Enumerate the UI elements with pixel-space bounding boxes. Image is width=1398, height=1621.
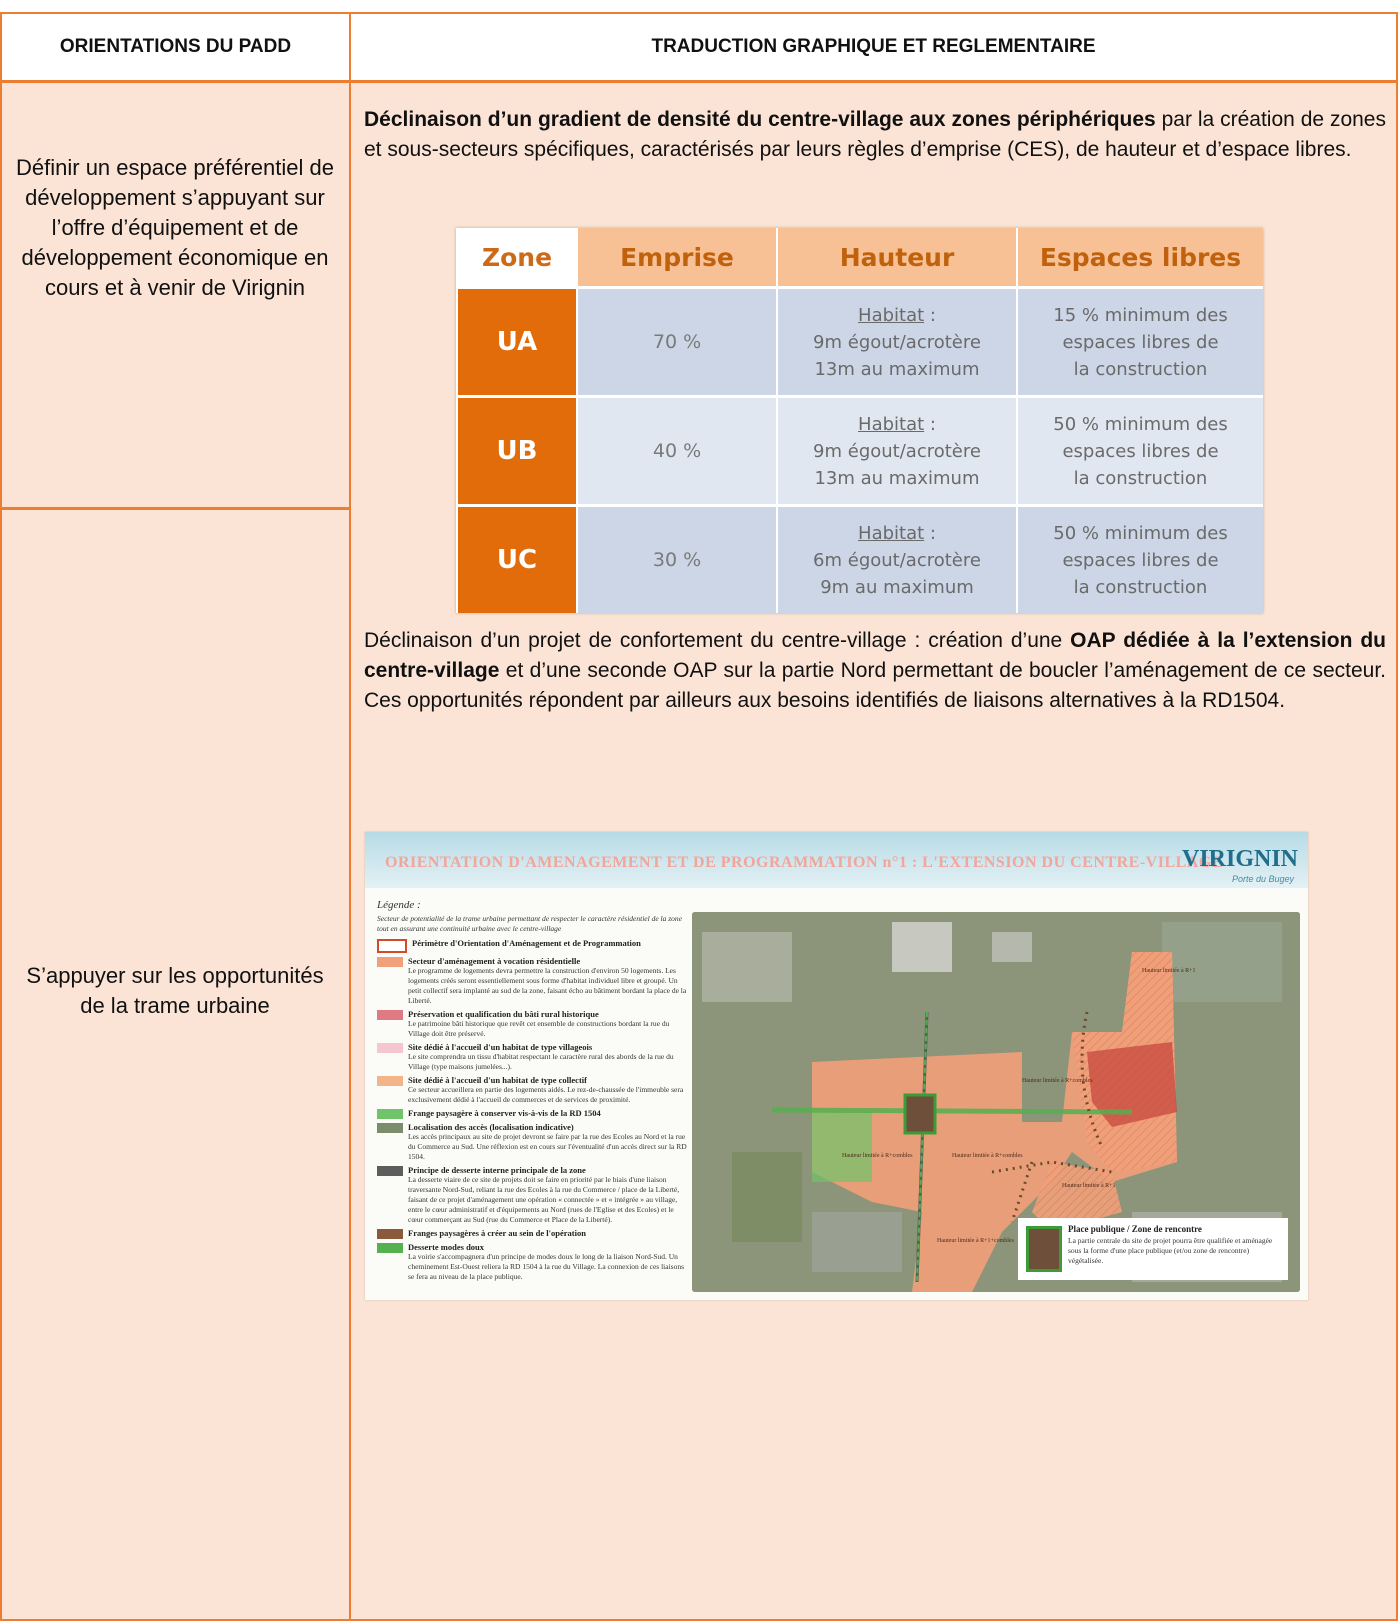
zone-cell: UB xyxy=(457,397,577,506)
legend-item-title: Périmètre d'Orientation d'Aménagement et de Programmation xyxy=(412,938,641,948)
legend-swatch xyxy=(377,1229,403,1239)
legend-item-title: Préservation et qualification du bâti rural historique xyxy=(408,1009,599,1019)
paragraph-density-gradient xyxy=(364,105,1386,165)
oap-aerial-map xyxy=(692,912,1300,1292)
legend-item xyxy=(377,938,689,953)
legend-item-text: Le site comprendra un tissu d'habitat respectant le caractère rural des abords de la rue du Village (type maisons jumelées...). xyxy=(408,1052,674,1071)
libres-line-2: espaces libres de xyxy=(1062,549,1219,571)
legend-item xyxy=(377,956,689,1006)
legend-items xyxy=(377,938,689,1282)
hauteur-cell: Habitat : 6m égout/acrotère 9m au maximum xyxy=(777,506,1017,614)
legend-text xyxy=(408,1075,689,1105)
place-publique-text: La partie centrale du site de projet pourra être qualifiée et aménagée sous la forme d'une place publique (et/ou zone de rencontre) végétalisée. xyxy=(1068,1236,1273,1265)
legend-item xyxy=(377,1042,689,1072)
legend-item-text: Le programme de logements devra permettre la construction d'environ 50 logements. Les logements créés seront essentiellement sous forme d'habitat individuel libre et groupé. Un petit collectif sera implanté au sud de la zone, faisant écho au bâtiment bordant la place de la Liberté. xyxy=(408,966,687,1005)
paragraph-oap-bold: OAP dédiée à la l’extension du centre-village xyxy=(364,629,1386,682)
espaces-libres-cell xyxy=(1017,288,1263,397)
legend-item-text: Le patrimoine bâti historique que revêt cet ensemble de constructions bordant la rue du Village doit être préservé. xyxy=(408,1019,670,1038)
zone-cell: UA xyxy=(457,288,577,397)
column-separator xyxy=(349,12,351,1621)
paragraph-oap-text-1: Déclinaison d’un projet de confortement du centre-village : création d’une xyxy=(364,629,1071,652)
libres-line-3: la construction xyxy=(1073,358,1208,380)
column-header-emprise: Emprise xyxy=(577,228,777,288)
legend-item-title: Franges paysagères à créer au sein de l'opération xyxy=(408,1228,586,1238)
left-row-separator xyxy=(0,507,350,510)
legend-text xyxy=(408,1042,689,1072)
table-row xyxy=(457,288,1263,397)
hauteur-max: 13m au maximum xyxy=(814,467,980,489)
legend-swatch xyxy=(377,1109,403,1119)
legend-intro: Secteur de potentialité de la trame urbaine permettant de respecter le caractère résidentiel de la zone tout en assurant une continuité urbaine avec le centre-village xyxy=(377,914,682,933)
legend-item xyxy=(377,1108,689,1119)
paragraph-oap-text-2: et d’une seconde OAP sur la partie Nord permettant de boucler l’aménagement de ce secteur. Ces opportunités répondent par ailleurs aux besoins identifiés de liaisons alternatives à la RD1504. xyxy=(364,659,1386,712)
hauteur-egout: 9m égout/acrotère xyxy=(813,440,981,462)
legend-swatch xyxy=(377,1166,403,1176)
header-traduction: TRADUCTION GRAPHIQUE ET REGLEMENTAIRE xyxy=(651,36,1096,57)
emprise-cell: 70 % xyxy=(577,288,777,397)
legend-item xyxy=(377,1242,689,1282)
column-header-zone: Zone xyxy=(457,228,577,288)
legend-swatch xyxy=(377,939,407,953)
legend-text xyxy=(408,1122,689,1162)
place-publique-swatch xyxy=(1026,1226,1062,1272)
padd-orientation-1: Définir un espace préférentiel de développement s’appuyant sur l’offre d’équipement et de développement économique en cours et à venir de Virignin xyxy=(16,155,334,300)
virignin-logo-subtitle: Porte du Bugey xyxy=(1231,874,1294,884)
map-label-south: Hauteur limitée à R+1+combles xyxy=(937,1238,1014,1244)
espaces-libres-cell xyxy=(1017,397,1263,506)
density-rules-table xyxy=(456,228,1263,613)
paragraph-oap xyxy=(364,626,1386,716)
libres-line-2: espaces libres de xyxy=(1062,331,1219,353)
place-publique-title: Place publique / Zone de rencontre xyxy=(1068,1224,1202,1234)
legend-swatch xyxy=(377,1043,403,1053)
legend-item-title: Desserte modes doux xyxy=(408,1242,485,1252)
map-label-west: Hauteur limitée à R+combles xyxy=(842,1153,913,1159)
map-label-north-east: Hauteur limitée à R+1 xyxy=(1142,968,1196,974)
oap-map-figure xyxy=(365,832,1308,1300)
legend-item-title: Principe de desserte interne principale de la zone xyxy=(408,1165,586,1175)
zone-cell: UC xyxy=(457,506,577,614)
emprise-cell: 30 % xyxy=(577,506,777,614)
legend-text xyxy=(408,1165,689,1225)
libres-line-1: 50 % minimum des xyxy=(1053,413,1228,435)
legend-swatch xyxy=(377,1076,403,1086)
legend-item-text: Ce secteur accueillera en partie des logements aidés. Le rez-de-chaussée de l'immeuble sera exclusivement dédié à l'accueil de commerces et de services de proximité. xyxy=(408,1085,684,1104)
legend-text xyxy=(408,1108,601,1118)
espaces-libres-cell xyxy=(1017,506,1263,614)
hauteur-max: 13m au maximum xyxy=(814,358,980,380)
legend-text xyxy=(408,956,689,1006)
legend-item-text: Les accès principaux au site de projet devront se faire par la rue des Ecoles au Nord et la rue du Commerce au Sud. Une réflexion est en cours sur l'éventualité d'un accès direct sur la RD 1504. xyxy=(408,1132,687,1161)
hauteur-egout: 9m égout/acrotère xyxy=(813,331,981,353)
legend-item-text: La voirie s'accompagnera d'un principe de modes doux le long de la liaison Nord-Sud. Un cheminement Est-Ouest reliera la RD 1504 à la rue du Village. La connexion de ces liaisons se fera au niveau de la place publique. xyxy=(408,1252,684,1281)
legend-swatch xyxy=(377,1010,403,1020)
libres-line-3: la construction xyxy=(1073,467,1208,489)
legend-item xyxy=(377,1228,689,1239)
legend-text xyxy=(408,1242,689,1282)
map-label-centre-east: Hauteur limitée à R+combles xyxy=(1022,1078,1093,1084)
oap-legend xyxy=(377,900,689,1285)
legend-item-title: Site dédié à l'accueil d'un habitat de type villageois xyxy=(408,1042,593,1052)
header-separator xyxy=(0,80,1398,83)
header-orientations: ORIENTATIONS DU PADD xyxy=(59,36,292,57)
legend-swatch xyxy=(377,1243,403,1253)
legend-item-text: La desserte viaire de ce site de projets doit se faire en priorité par le biais d'une liaison traversante Nord-Sud, reliant la rue des Ecoles à la rue du Commerce / place de la Liberté, faisant de ce projet d'aménagement une opération « connectée » et « intégrée » au village, entre le cœur administratif et d'équipements au Nord (rues de l'Eglise et des Ecoles) et le cœur commerçant au Sud (rue du Commerce et Place de la Liberté). xyxy=(408,1175,680,1224)
hauteur-cell: Habitat : 9m égout/acrotère 13m au maximum xyxy=(777,288,1017,397)
legend-item-title: Secteur d'aménagement à vocation résidentielle xyxy=(408,956,581,966)
legend-item-title: Frange paysagère à conserver vis-à-vis de la RD 1504 xyxy=(408,1108,601,1118)
habitat-label: Habitat xyxy=(858,413,925,435)
legend-text xyxy=(408,1228,586,1238)
virignin-logo: VIRIGNIN xyxy=(1181,846,1298,872)
legend-item-title: Site dédié à l'accueil d'un habitat de type collectif xyxy=(408,1075,587,1085)
column-header-hauteur: Hauteur xyxy=(777,228,1017,288)
table-row xyxy=(457,506,1263,614)
legend-item xyxy=(377,1009,689,1039)
legend-swatch xyxy=(377,1123,403,1133)
legend-item xyxy=(377,1165,689,1225)
map-label-south-east: Hauteur limitée à R+1 xyxy=(1062,1183,1116,1189)
padd-orientation-2: S’appuyer sur les opportunités de la trame urbaine xyxy=(26,963,324,1018)
paragraph-density-bold: Déclinaison d’un gradient de densité du centre-village aux zones périphériques xyxy=(364,108,1156,131)
legend-text xyxy=(408,1009,689,1039)
habitat-label: Habitat xyxy=(858,304,925,326)
legend-item-title: Localisation des accès (localisation indicative) xyxy=(408,1122,574,1132)
legend-title: Légende : xyxy=(377,899,421,911)
hauteur-egout: 6m égout/acrotère xyxy=(813,549,981,571)
habitat-label: Habitat xyxy=(858,522,925,544)
map-label-centre: Hauteur limitée à R+combles xyxy=(952,1153,1023,1159)
libres-line-1: 50 % minimum des xyxy=(1053,522,1228,544)
legend-swatch xyxy=(377,957,403,967)
legend-item xyxy=(377,1122,689,1162)
libres-line-2: espaces libres de xyxy=(1062,440,1219,462)
hauteur-max: 9m au maximum xyxy=(820,576,974,598)
legend-item xyxy=(377,1075,689,1105)
paragraph-density-text: par la création de zones et sous-secteurs spécifiques, caractérisés par leurs règles d’emprise (CES), de hauteur et d’espace libres. xyxy=(364,108,1386,161)
libres-line-3: la construction xyxy=(1073,576,1208,598)
column-header-espaces-libres: Espaces libres xyxy=(1017,228,1263,288)
place-publique-legend xyxy=(1018,1218,1288,1280)
libres-line-1: 15 % minimum des xyxy=(1053,304,1228,326)
hauteur-cell: Habitat : 9m égout/acrotère 13m au maximum xyxy=(777,397,1017,506)
table-row xyxy=(457,397,1263,506)
legend-text xyxy=(412,938,641,948)
emprise-cell: 40 % xyxy=(577,397,777,506)
oap-title: ORIENTATION D'AMENAGEMENT ET DE PROGRAMMATION n°1 : L'EXTENSION DU CENTRE-VILLAGE xyxy=(385,854,1223,871)
